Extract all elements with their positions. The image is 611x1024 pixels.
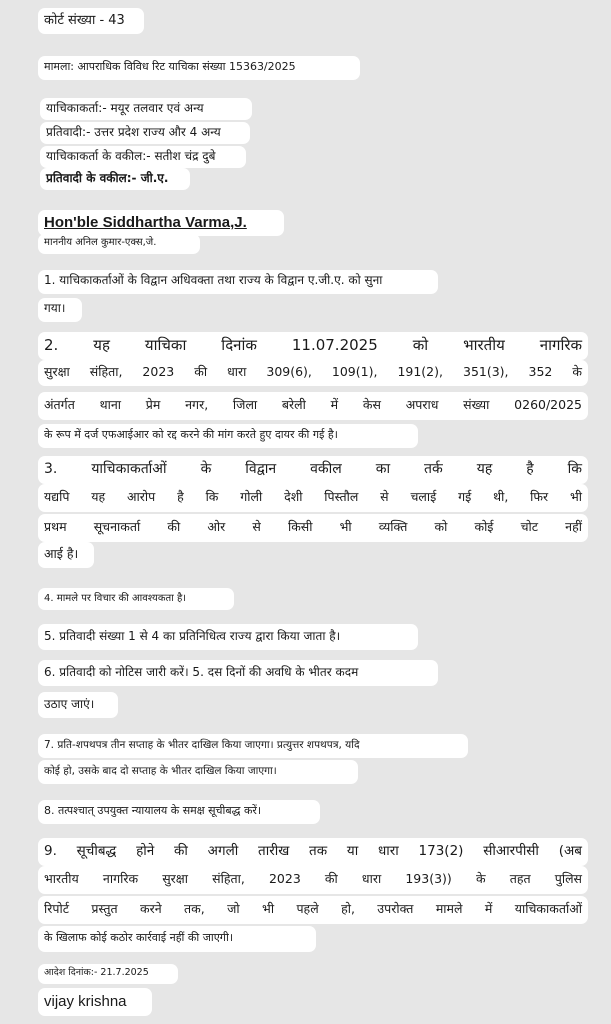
second-judge-name: माननीय अनिल कुमार-एक्स,जे. <box>38 234 200 254</box>
para-8: 8. तत्पश्चात् उपयुक्त न्यायालय के समक्ष सूचीबद्ध करें। <box>38 800 320 824</box>
para-2-line-4: के रूप में दर्ज एफआईआर को रद्द करने की मांग करते हुए दायर की गई है। <box>38 424 418 448</box>
para-4: 4. मामले पर विचार की आवश्यकता है। <box>38 588 234 610</box>
order-date: आदेश दिनांक:- 21.7.2025 <box>38 964 178 984</box>
respondent-counsel: प्रतिवादी के वकील:- जी.ए. <box>40 168 190 190</box>
petitioner-counsel: याचिकाकर्ता के वकील:- सतीश चंद्र दुबे <box>40 146 246 168</box>
para-9-line-1: 9. सूचीबद्ध होने की अगली तारीख तक या धारा 173(2) सीआरपीसी (अब <box>38 838 588 866</box>
para-7-line-1: 7. प्रति-शपथपत्र तीन सप्ताह के भीतर दाखिल किया जाएगा। प्रत्युत्तर शपथपत्र, यदि <box>38 734 468 758</box>
para-7-line-2: कोई हो, उसके बाद दो सप्ताह के भीतर दाखिल किया जाएगा। <box>38 760 358 784</box>
para-9-line-2: भारतीय नागरिक सुरक्षा संहिता, 2023 की धारा 193(3)) के तहत पुलिस <box>38 866 588 894</box>
para-3-line-4: आई है। <box>38 542 94 568</box>
case-title: मामला: आपराधिक विविध रिट याचिका संख्या 15363/2025 <box>38 56 360 80</box>
para-2-line-2: सुरक्षा संहिता, 2023 की धारा 309(6), 109(1), 191(2), 351(3), 352 के <box>38 360 588 386</box>
petitioner-name: याचिकाकर्ता:- मयूर तलवार एवं अन्य <box>40 98 252 120</box>
para-3-line-3: प्रथम सूचनाकर्ता की ओर से किसी भी व्यक्ति को कोई चोट नहीं <box>38 514 588 542</box>
para-9-line-3: रिपोर्ट प्रस्तुत करने तक, जो भी पहले हो, उपरोक्त मामले में याचिकाकर्ताओं <box>38 896 588 924</box>
para-1-line-2: गया। <box>38 298 82 322</box>
para-2-line-1: 2. यह याचिका दिनांक 11.07.2025 को भारतीय नागरिक <box>38 332 588 360</box>
para-2-line-3: अंतर्गत थाना प्रेम नगर, जिला बरेली में केस अपराध संख्या 0260/2025 <box>38 392 588 420</box>
para-5: 5. प्रतिवादी संख्या 1 से 4 का प्रतिनिधित्व राज्य द्वारा किया जाता है। <box>38 624 418 650</box>
para-3-line-2: यद्यपि यह आरोप है कि गोली देशी पिस्तौल से चलाई गई थी, फिर भी <box>38 484 588 512</box>
para-9-line-4: के खिलाफ कोई कठोर कार्रवाई नहीं की जाएगी। <box>38 926 316 952</box>
respondent-name: प्रतिवादी:- उत्तर प्रदेश राज्य और 4 अन्य <box>40 122 250 144</box>
para-6-line-1: 6. प्रतिवादी को नोटिस जारी करें। 5. दस दिनों की अवधि के भीतर कदम <box>38 660 438 686</box>
para-6-line-2: उठाए जाएं। <box>38 692 118 718</box>
judge-name: Hon'ble Siddhartha Varma,J. <box>38 210 284 236</box>
para-1-line-1: 1. याचिकाकर्ताओं के विद्वान अधिवक्ता तथा राज्य के विद्वान ए.जी.ए. को सुना <box>38 270 438 294</box>
signatory-name: vijay krishna <box>38 988 152 1016</box>
court-number: कोर्ट संख्या - 43 <box>38 8 144 34</box>
para-3-line-1: 3. याचिकाकर्ताओं के विद्वान वकील का तर्क यह है कि <box>38 456 588 484</box>
